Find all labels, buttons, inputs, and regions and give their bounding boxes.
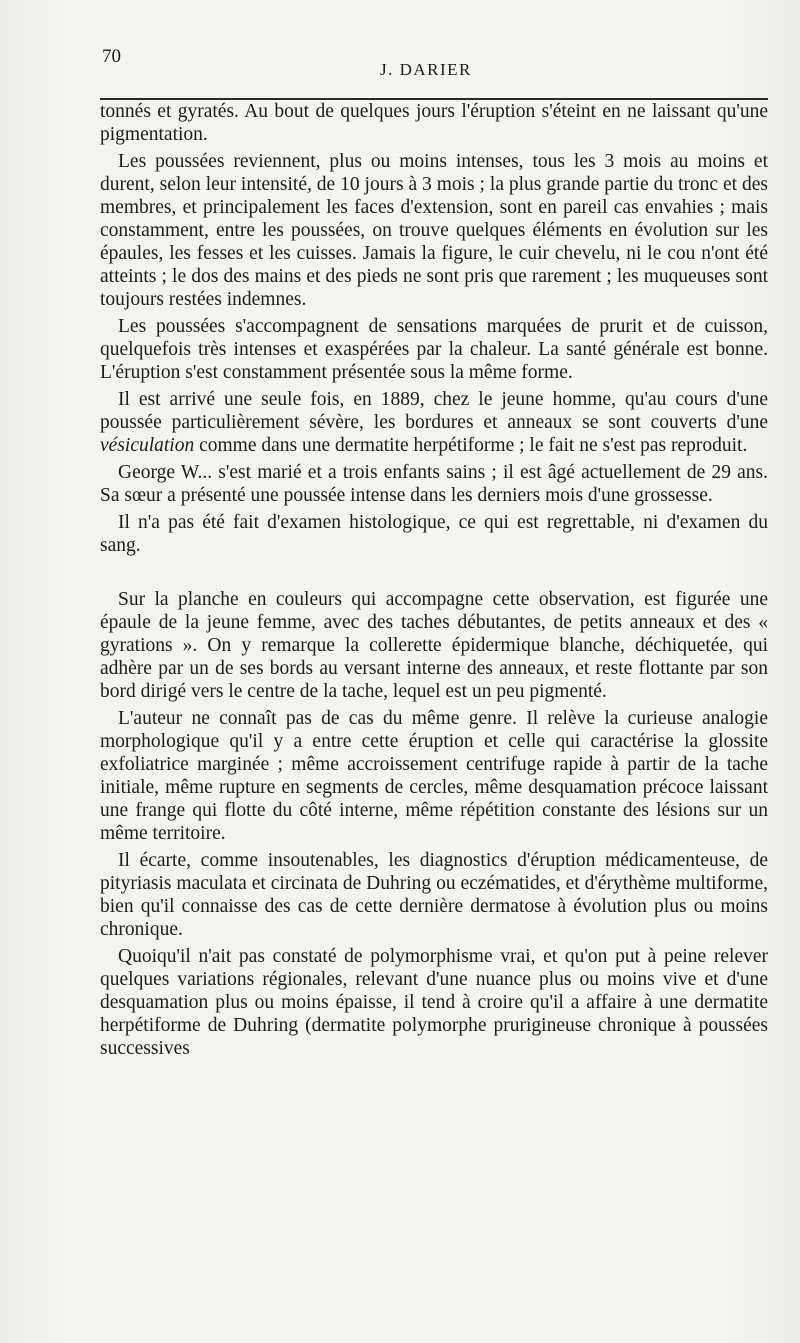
page-number: 70: [102, 46, 121, 67]
paragraph: L'auteur ne connaît pas de cas du même genre. Il relève la curieuse analogie morphologique qu'il y a entre cette éruption et celle qui caractérise la glossite exfoliatrice marginée ; même accroissement centrifuge rapide à partir de la tache initiale, même rupture en segments de cercles, même desquamation précoce laissant une frange qui flotte du côté interne, même répétition constante des lésions sur un même territoire.: [100, 708, 768, 844]
paragraph: Les poussées s'accompagnent de sensations marquées de prurit et de cuisson, quelquefois très intenses et exaspérées par la chaleur. La santé générale est bonne. L'éruption s'est constamment présentée sous la même forme.: [100, 316, 768, 383]
paragraph: Sur la planche en couleurs qui accompagne cette observation, est figurée une épaule de la jeune femme, avec des taches débutantes, de petits anneaux et des « gyrations ». On y remarque la collerette épidermique blanche, déchiquetée, qui adhère par un de ses bords au versant interne des anneaux, et reste flottante par son bord dirigé vers le centre de la tache, lequel est un peu pigmenté.: [100, 589, 768, 702]
paragraph: Quoiqu'il n'ait pas constaté de polymorphisme vrai, et qu'on put à peine relever quelques variations régionales, relevant d'une nuance plus ou moins vive et d'une desquamation plus ou moins épaisse, il tend à croire qu'il a affaire à une dermatite herpétiforme de Duhring (dermatite polymorphe prurigineuse chronique à poussées successives: [100, 946, 768, 1059]
paragraph: tonnés et gyratés. Au bout de quelques jours l'éruption s'éteint en ne laissant qu'une pigmentation.: [100, 101, 768, 145]
running-head: J. DARIER: [380, 60, 472, 79]
paragraph: Il écarte, comme insoutenables, les diagnostics d'éruption médicamenteuse, de pityriasis maculata et circinata de Duhring ou eczématides, et d'érythème multiforme, bien qu'il connaisse des cas de cette dernière dermatose à évolution plus ou moins chronique.: [100, 850, 768, 940]
paragraph: [100, 388, 768, 457]
paragraph: Les poussées reviennent, plus ou moins intenses, tous les 3 mois au moins et durent, selon leur intensité, de 10 jours à 3 mois ; la plus grande partie du tronc et des membres, et principalement les faces d'extension, sont en pareil cas envahies ; mais constamment, entre les poussées, on trouve quelques éléments en évolution sur les épaules, les fesses et les cuisses. Jamais la figure, le cuir chevelu, ni le cou n'ont été atteints ; le dos des mains et des pieds ne sont pris que rarement ; les muqueuses sont toujours restées indemnes.: [100, 151, 768, 310]
paragraph: George W... s'est marié et a trois enfants sains ; il est âgé actuellement de 29 ans. Sa sœur a présenté une poussée intense dans les derniers mois d'une grossesse.: [100, 462, 768, 506]
body-text: [100, 100, 768, 1060]
page-header: [100, 46, 768, 86]
paragraph-text: Il est arrivé une seule fois, en 1889, chez le jeune homme, qu'au cours d'une poussée particulièrement sévère, les bordures et anneaux se sont couverts d'une: [100, 389, 768, 433]
paragraph: Il n'a pas été fait d'examen histologique, ce qui est regrettable, ni d'examen du sang.: [100, 512, 768, 556]
paragraph-text: comme dans une dermatite herpétiforme ; le fait ne s'est pas reproduit.: [194, 435, 748, 456]
italic-term: vésiculation: [100, 435, 195, 456]
